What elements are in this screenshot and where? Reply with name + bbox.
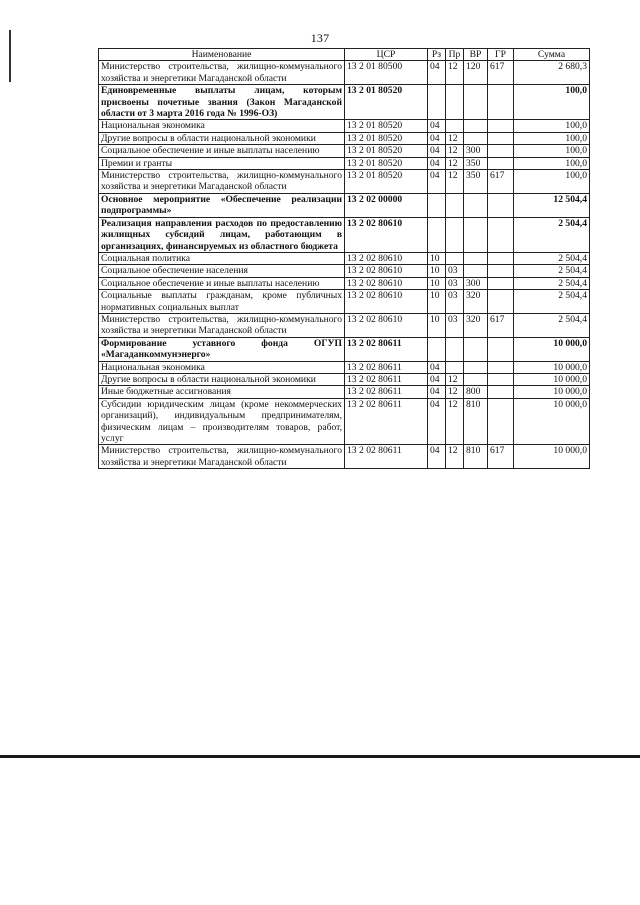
table-row bbox=[99, 445, 590, 469]
cell-sum: 100,0 bbox=[514, 85, 590, 120]
cell-sum: 2 504,4 bbox=[514, 277, 590, 289]
cell-rz: 04 bbox=[428, 373, 446, 385]
cell-rz: 10 bbox=[428, 313, 446, 337]
cell-name: Социальное обеспечение и иные выплаты населению bbox=[99, 145, 345, 157]
cell-gr bbox=[488, 145, 514, 157]
cell-vr: 810 bbox=[464, 398, 488, 445]
cell-vr: 300 bbox=[464, 145, 488, 157]
cell-pr: 12 bbox=[446, 170, 464, 194]
cell-rz bbox=[428, 193, 446, 217]
cell-pr bbox=[446, 193, 464, 217]
cell-pr: 03 bbox=[446, 290, 464, 314]
table-row bbox=[99, 217, 590, 252]
cell-pr: 12 bbox=[446, 132, 464, 144]
cell-csr: 13 2 01 80520 bbox=[345, 170, 428, 194]
cell-vr bbox=[464, 361, 488, 373]
cell-gr bbox=[488, 217, 514, 252]
cell-name: Министерство строительства, жилищно-коммунального хозяйства и энергетики Магаданской области bbox=[99, 313, 345, 337]
table-row bbox=[99, 170, 590, 194]
cell-csr: 13 2 02 80611 bbox=[345, 373, 428, 385]
cell-csr: 13 2 02 80611 bbox=[345, 386, 428, 398]
page-number: 137 bbox=[310, 31, 330, 45]
cell-rz bbox=[428, 217, 446, 252]
cell-name: Социальные выплаты гражданам, кроме публичных нормативных социальных выплат bbox=[99, 290, 345, 314]
cell-csr: 13 2 02 80610 bbox=[345, 277, 428, 289]
cell-gr bbox=[488, 193, 514, 217]
cell-pr bbox=[446, 252, 464, 264]
cell-csr: 13 2 02 80611 bbox=[345, 445, 428, 469]
cell-gr bbox=[488, 252, 514, 264]
cell-vr bbox=[464, 373, 488, 385]
cell-gr bbox=[488, 265, 514, 277]
cell-csr: 13 2 02 80610 bbox=[345, 290, 428, 314]
cell-vr: 350 bbox=[464, 157, 488, 169]
cell-vr: 320 bbox=[464, 313, 488, 337]
table-row bbox=[99, 85, 590, 120]
table-row bbox=[99, 61, 590, 85]
table-row bbox=[99, 290, 590, 314]
cell-rz: 04 bbox=[428, 145, 446, 157]
cell-pr: 12 bbox=[446, 157, 464, 169]
cell-vr bbox=[464, 337, 488, 361]
cell-vr bbox=[464, 85, 488, 120]
cell-sum: 10 000,0 bbox=[514, 445, 590, 469]
cell-pr: 03 bbox=[446, 277, 464, 289]
cell-vr bbox=[464, 193, 488, 217]
cell-name: Национальная экономика bbox=[99, 361, 345, 373]
cell-sum: 2 504,4 bbox=[514, 252, 590, 264]
cell-csr: 13 2 01 80520 bbox=[345, 85, 428, 120]
cell-rz bbox=[428, 85, 446, 120]
cell-name: Социальная политика bbox=[99, 252, 345, 264]
cell-sum: 10 000,0 bbox=[514, 398, 590, 445]
table-row bbox=[99, 361, 590, 373]
cell-csr: 13 2 01 80520 bbox=[345, 145, 428, 157]
cell-gr bbox=[488, 85, 514, 120]
cell-name: Другие вопросы в области национальной экономики bbox=[99, 132, 345, 144]
cell-pr: 12 bbox=[446, 145, 464, 157]
cell-name: Министерство строительства, жилищно-коммунального хозяйства и энергетики Магаданской области bbox=[99, 445, 345, 469]
cell-gr bbox=[488, 157, 514, 169]
cell-gr: 617 bbox=[488, 61, 514, 85]
cell-pr bbox=[446, 120, 464, 132]
table-row bbox=[99, 132, 590, 144]
cell-sum: 10 000,0 bbox=[514, 361, 590, 373]
table-row bbox=[99, 313, 590, 337]
table-header-row bbox=[99, 49, 590, 61]
cell-rz bbox=[428, 337, 446, 361]
cell-pr: 12 bbox=[446, 386, 464, 398]
cell-vr: 350 bbox=[464, 170, 488, 194]
cell-sum: 100,0 bbox=[514, 120, 590, 132]
cell-pr bbox=[446, 337, 464, 361]
cell-vr: 810 bbox=[464, 445, 488, 469]
cell-sum: 2 504,4 bbox=[514, 313, 590, 337]
cell-gr: 617 bbox=[488, 445, 514, 469]
table-row bbox=[99, 386, 590, 398]
cell-name: Основное мероприятие «Обеспечение реализации подпрограммы» bbox=[99, 193, 345, 217]
cell-rz: 04 bbox=[428, 120, 446, 132]
header-pr: Пр bbox=[446, 49, 464, 61]
cell-csr: 13 2 02 00000 bbox=[345, 193, 428, 217]
table-row bbox=[99, 120, 590, 132]
cell-gr bbox=[488, 361, 514, 373]
cell-sum: 10 000,0 bbox=[514, 386, 590, 398]
cell-csr: 13 2 02 80611 bbox=[345, 337, 428, 361]
cell-pr bbox=[446, 217, 464, 252]
cell-csr: 13 2 02 80610 bbox=[345, 217, 428, 252]
table-row bbox=[99, 252, 590, 264]
cell-name: Премии и гранты bbox=[99, 157, 345, 169]
cell-gr: 617 bbox=[488, 313, 514, 337]
cell-vr bbox=[464, 132, 488, 144]
scan-bottom-rule bbox=[0, 755, 640, 758]
table-row bbox=[99, 277, 590, 289]
cell-sum: 2 680,3 bbox=[514, 61, 590, 85]
cell-vr: 300 bbox=[464, 277, 488, 289]
cell-sum: 100,0 bbox=[514, 170, 590, 194]
cell-sum: 10 000,0 bbox=[514, 373, 590, 385]
cell-rz: 04 bbox=[428, 170, 446, 194]
cell-pr: 12 bbox=[446, 398, 464, 445]
cell-name: Другие вопросы в области национальной экономики bbox=[99, 373, 345, 385]
table-row bbox=[99, 193, 590, 217]
header-csr: ЦСР bbox=[345, 49, 428, 61]
cell-name: Формирование уставного фонда ОГУП «Магаданкоммунэнерго» bbox=[99, 337, 345, 361]
header-gr: ГР bbox=[488, 49, 514, 61]
cell-gr bbox=[488, 337, 514, 361]
header-sum: Сумма bbox=[514, 49, 590, 61]
cell-csr: 13 2 01 80520 bbox=[345, 132, 428, 144]
header-name: Наименование bbox=[99, 49, 345, 61]
cell-vr bbox=[464, 120, 488, 132]
cell-gr bbox=[488, 132, 514, 144]
table-row bbox=[99, 373, 590, 385]
cell-rz: 04 bbox=[428, 61, 446, 85]
cell-csr: 13 2 01 80500 bbox=[345, 61, 428, 85]
cell-sum: 2 504,4 bbox=[514, 265, 590, 277]
table-row bbox=[99, 265, 590, 277]
cell-name: Национальная экономика bbox=[99, 120, 345, 132]
cell-csr: 13 2 02 80611 bbox=[345, 361, 428, 373]
cell-vr bbox=[464, 217, 488, 252]
cell-vr bbox=[464, 252, 488, 264]
cell-pr bbox=[446, 85, 464, 120]
cell-gr bbox=[488, 290, 514, 314]
cell-vr: 320 bbox=[464, 290, 488, 314]
cell-sum: 2 504,4 bbox=[514, 290, 590, 314]
cell-rz: 04 bbox=[428, 386, 446, 398]
cell-name: Реализация направления расходов по предоставлению жилищных субсидий лицам, работающим в организациях, финансируемых из областного бюджета bbox=[99, 217, 345, 252]
cell-name: Министерство строительства, жилищно-коммунального хозяйства и энергетики Магаданской области bbox=[99, 61, 345, 85]
cell-name: Субсидии юридическим лицам (кроме некоммерческих организаций), индивидуальным предпринимателям, физическим лицам – производителям товаров, работ, услуг bbox=[99, 398, 345, 445]
cell-csr: 13 2 01 80520 bbox=[345, 120, 428, 132]
cell-pr bbox=[446, 361, 464, 373]
cell-pr: 12 bbox=[446, 373, 464, 385]
cell-csr: 13 2 02 80610 bbox=[345, 252, 428, 264]
budget-table bbox=[98, 48, 590, 469]
cell-rz: 04 bbox=[428, 445, 446, 469]
cell-gr bbox=[488, 277, 514, 289]
cell-rz: 04 bbox=[428, 132, 446, 144]
cell-vr: 800 bbox=[464, 386, 488, 398]
cell-csr: 13 2 02 80610 bbox=[345, 265, 428, 277]
cell-name: Социальное обеспечение населения bbox=[99, 265, 345, 277]
cell-sum: 12 504,4 bbox=[514, 193, 590, 217]
cell-rz: 10 bbox=[428, 290, 446, 314]
cell-rz: 04 bbox=[428, 157, 446, 169]
header-vr: ВР bbox=[464, 49, 488, 61]
cell-pr: 12 bbox=[446, 445, 464, 469]
cell-pr: 12 bbox=[446, 61, 464, 85]
cell-pr: 03 bbox=[446, 265, 464, 277]
table-row bbox=[99, 337, 590, 361]
cell-gr bbox=[488, 120, 514, 132]
cell-gr: 617 bbox=[488, 170, 514, 194]
cell-sum: 2 504,4 bbox=[514, 217, 590, 252]
cell-vr: 120 bbox=[464, 61, 488, 85]
cell-sum: 100,0 bbox=[514, 132, 590, 144]
cell-name: Иные бюджетные ассигнования bbox=[99, 386, 345, 398]
header-rz: Рз bbox=[428, 49, 446, 61]
table-row bbox=[99, 398, 590, 445]
cell-rz: 10 bbox=[428, 277, 446, 289]
table-row bbox=[99, 157, 590, 169]
cell-sum: 100,0 bbox=[514, 157, 590, 169]
cell-gr bbox=[488, 398, 514, 445]
cell-csr: 13 2 02 80610 bbox=[345, 313, 428, 337]
cell-rz: 10 bbox=[428, 252, 446, 264]
cell-rz: 10 bbox=[428, 265, 446, 277]
cell-gr bbox=[488, 386, 514, 398]
cell-name: Социальное обеспечение и иные выплаты населению bbox=[99, 277, 345, 289]
cell-pr: 03 bbox=[446, 313, 464, 337]
cell-csr: 13 2 01 80520 bbox=[345, 157, 428, 169]
cell-vr bbox=[464, 265, 488, 277]
cell-sum: 100,0 bbox=[514, 145, 590, 157]
table-body bbox=[99, 61, 590, 469]
cell-name: Министерство строительства, жилищно-коммунального хозяйства и энергетики Магаданской области bbox=[99, 170, 345, 194]
cell-gr bbox=[488, 373, 514, 385]
table-row bbox=[99, 145, 590, 157]
cell-csr: 13 2 02 80611 bbox=[345, 398, 428, 445]
cell-sum: 10 000,0 bbox=[514, 337, 590, 361]
cell-name: Единовременные выплаты лицам, которым присвоены почетные звания (Закон Магаданской области от 3 марта 2016 года № 1996-ОЗ) bbox=[99, 85, 345, 120]
cell-rz: 04 bbox=[428, 361, 446, 373]
cell-rz: 04 bbox=[428, 398, 446, 445]
